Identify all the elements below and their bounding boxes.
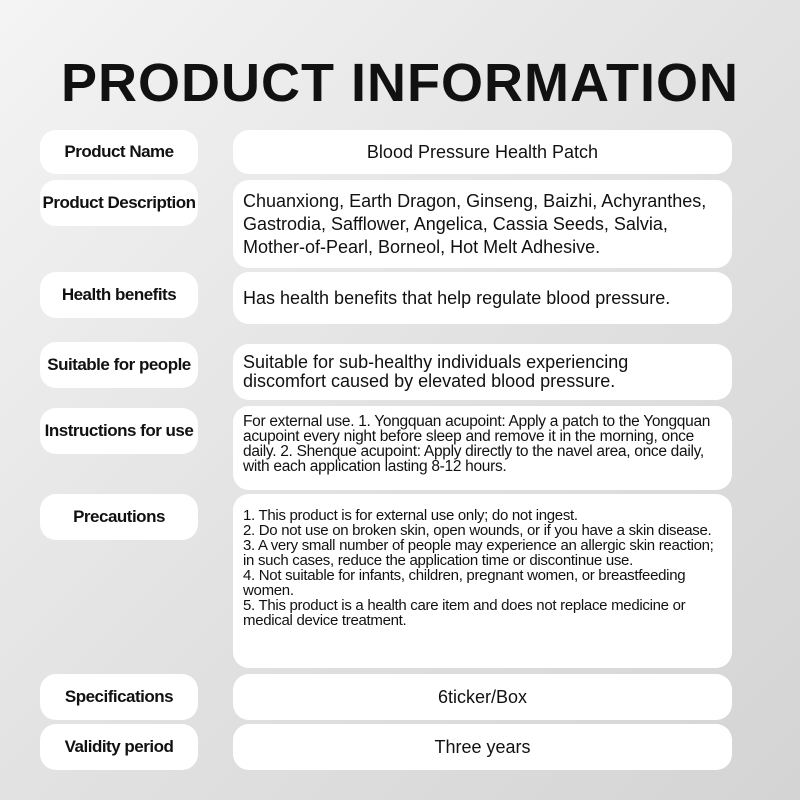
label-product-description: Product Description: [40, 180, 198, 226]
label-instructions-for-use: Instructions for use: [40, 408, 198, 454]
label-health-benefits: Health benefits: [40, 272, 198, 318]
label-precautions: Precautions: [40, 494, 198, 540]
value-validity-period: Three years: [233, 724, 732, 770]
precaution-item: 3. A very small number of people may experience an allergic skin reaction; in such cases, reduce the application time or discontinue use.: [243, 537, 714, 569]
value-product-description: Chuanxiong, Earth Dragon, Ginseng, Baizhi, Achyranthes, Gastrodia, Safflower, Angelica, Cassia Seeds, Salvia, Mother-of-Pearl, Borneol, Hot Melt Adhesive.: [233, 180, 732, 268]
label-specifications: Specifications: [40, 674, 198, 720]
value-specifications: 6ticker/Box: [233, 674, 732, 720]
value-instructions-for-use: For external use. 1. Yongquan acupoint: Apply a patch to the Yongquan acupoint every night before sleep and remove it in the morning, once daily. 2. Shenque acupoint: Apply directly to the navel area, once daily, with each application lasting 8-12 hours.: [233, 406, 732, 490]
page-title: PRODUCT INFORMATION: [61, 53, 739, 113]
value-health-benefits: Has health benefits that help regulate blood pressure.: [233, 272, 732, 324]
precaution-item: 2. Do not use on broken skin, open wounds, or if you have a skin disease.: [243, 522, 712, 539]
value-precautions: [233, 494, 732, 668]
value-suitable-for-people: Suitable for sub-healthy individuals experiencing discomfort caused by elevated blood pressure.: [233, 344, 732, 400]
precaution-item: 4. Not suitable for infants, children, pregnant women, or breastfeeding women.: [243, 567, 686, 599]
precaution-item: 1. This product is for external use only; do not ingest.: [243, 507, 578, 524]
label-suitable-for-people: Suitable for people: [40, 342, 198, 388]
label-product-name: Product Name: [40, 130, 198, 174]
precaution-item: 5. This product is a health care item and does not replace medicine or medical device treatment.: [243, 597, 686, 629]
label-validity-period: Validity period: [40, 724, 198, 770]
value-product-name: Blood Pressure Health Patch: [233, 130, 732, 174]
